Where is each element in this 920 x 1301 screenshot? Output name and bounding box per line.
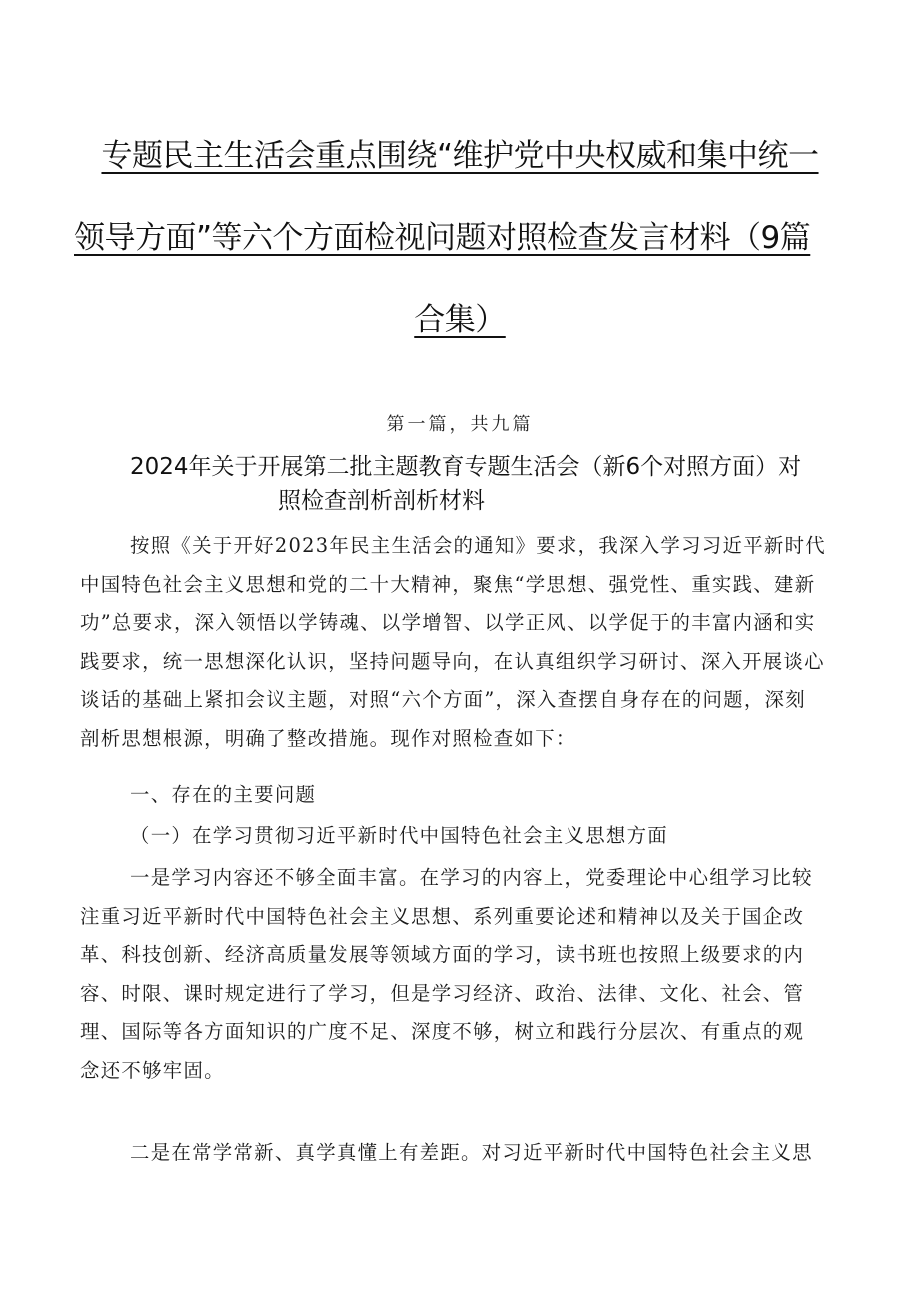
section-heading-1: 一、存在的主要问题 (130, 783, 317, 806)
paragraph-line: 容、时限、课时规定进行了学习，但是学习经济、政治、法律、文化、社会、管 (80, 981, 805, 1005)
paragraph-line: 按照《关于开好2023年民主生活会的通知》要求，我深入学习习近平新时代 (130, 534, 826, 557)
paragraph-line: 注重习近平新时代中国特色社会主义思想、系列重要论述和精神以及关于国企改 (80, 904, 805, 928)
paragraph-line: 革、科技创新、经济高质量发展等领域方面的学习，读书班也按照上级要求的内 (80, 943, 805, 966)
paragraph-line: 一是学习内容还不够全面丰富。在学习的内容上，党委理论中心组学习比较 (130, 866, 813, 889)
paragraph-line: 谈话的基础上紧扣会议主题，对照“六个方面”，深入查摆自身存在的问题，深刻 (80, 688, 806, 711)
paragraph-line: 功”总要求，深入领悟以学铸魂、以学增智、以学正风、以学促于的丰富内涵和实 (80, 611, 816, 634)
subtitle-line: 照检查剖析剖析材料 (278, 488, 485, 514)
paragraph-line: 践要求，统一思想深化认识，坚持问题导向，在认真组织学习研讨、深入开展谈心 (80, 649, 825, 673)
document-title-line-3: 合集） (414, 302, 506, 338)
document-title-line-2: 领导方面”等六个方面检视问题对照检查发言材料（9篇 (74, 220, 811, 256)
section-heading-2: （一）在学习贯彻习近平新时代中国特色社会主义思想方面 (130, 824, 668, 847)
paragraph-line: 念还不够牢固。 (80, 1058, 225, 1082)
intro-paragraph (80, 527, 860, 758)
paragraph-line: 中国特色社会主义思想和党的二十大精神，聚焦“学思想、强党性、重实践、建新 (80, 572, 816, 596)
document-title-line-1: 专题民主生活会重点围绕“维护党中央权威和集中统一 (101, 138, 819, 174)
paragraph-line: 理、国际等各方面知识的广度不足、深度不够，树立和践行分层次、有重点的观 (80, 1020, 805, 1043)
part-label: 第一篇，共九篇 (386, 414, 534, 435)
paragraph-line: 剖析思想根源，明确了整改措施。现作对照检查如下： (80, 726, 577, 750)
paragraph-point-two (80, 1134, 860, 1173)
subtitle-line: 2024年关于开展第二批主题教育专题生活会（新6个对照方面）对 (130, 454, 802, 480)
section-subtitle (130, 450, 860, 518)
paragraph-line: 二是在常学常新、真学真懂上有差距。对习近平新时代中国特色社会主义思 (130, 1141, 813, 1164)
paragraph-point-one (80, 859, 860, 1090)
